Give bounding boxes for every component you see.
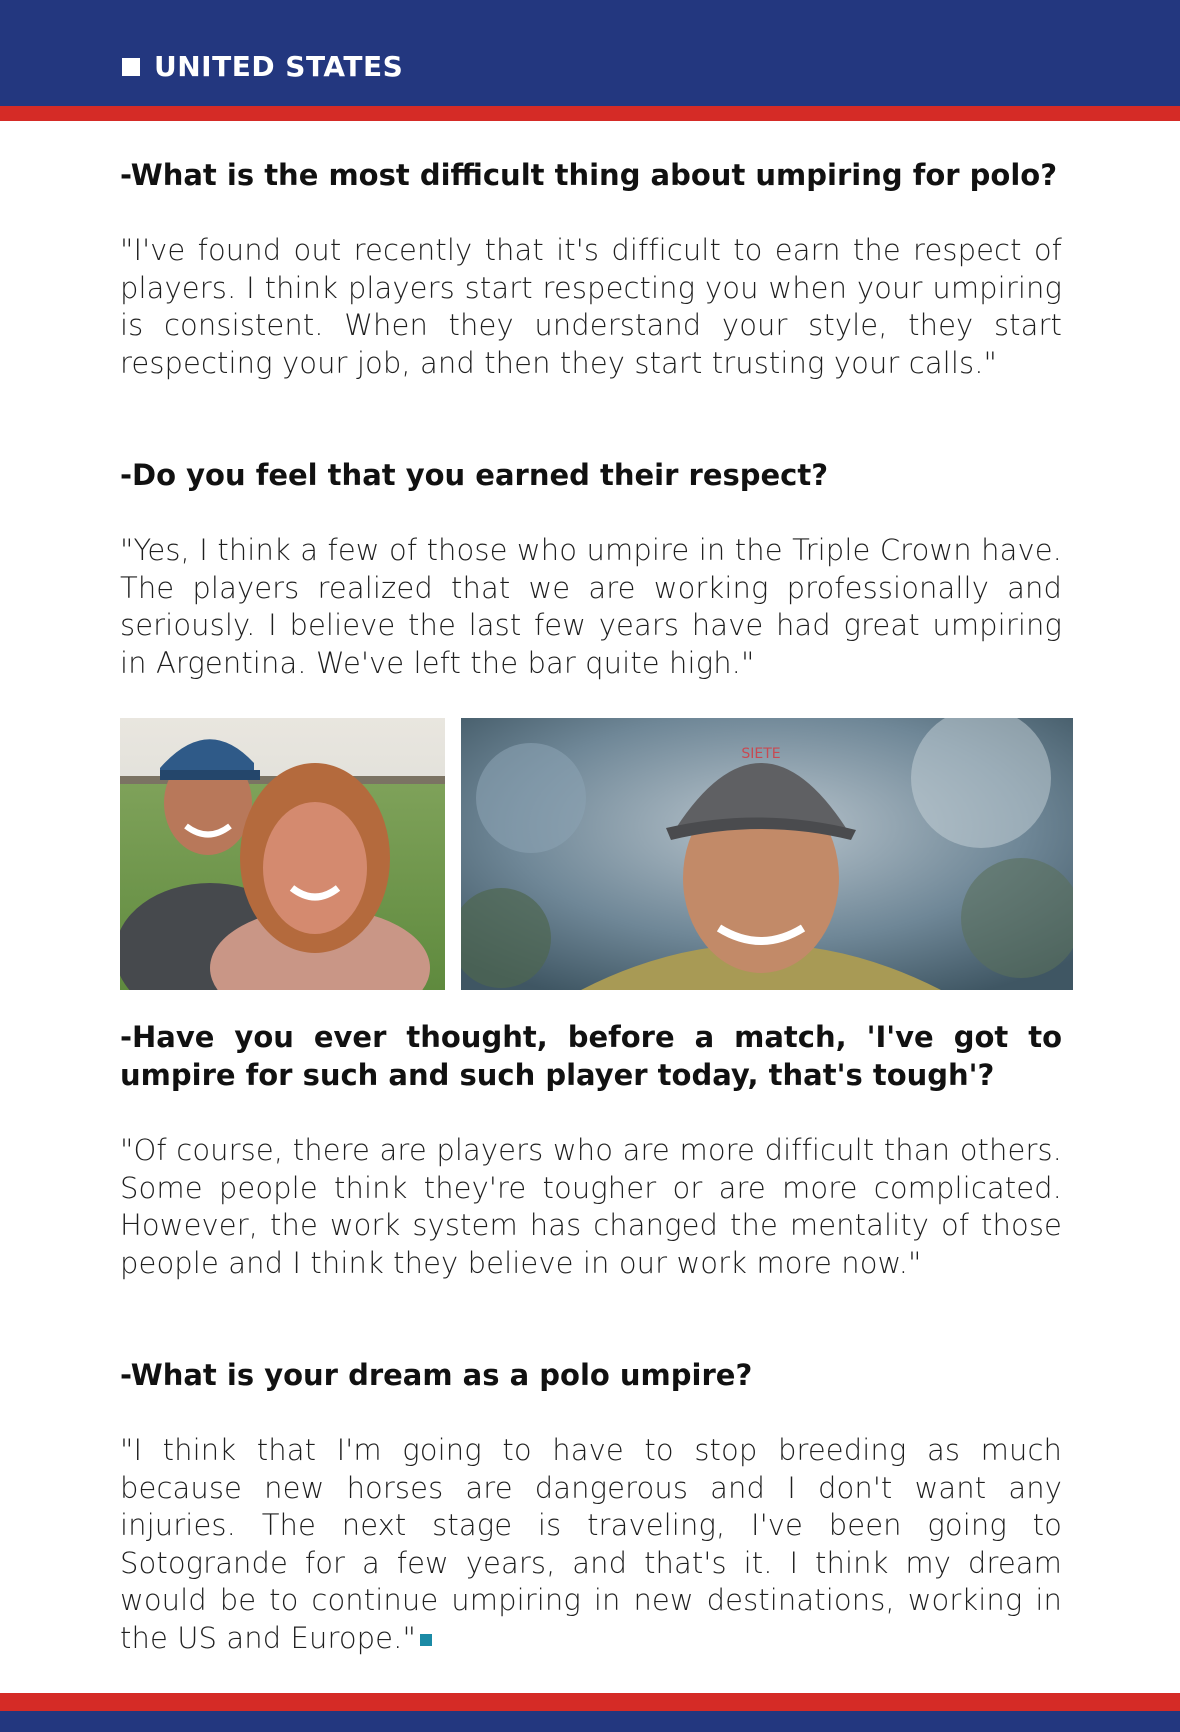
section-label xyxy=(122,50,403,83)
answer-4: "I think that I'm going to have to stop breeding as much because new horses are dangerous and I don't want any injuries. The next stage is traveling, I've been going to Sotogrande for a few years, and that's it. I think my dream would be to continue umpiring in new destinations, working in the US and Europe." xyxy=(120,1433,1062,1655)
question-1: -What is the most difficult thing about umpiring for polo? xyxy=(120,158,1058,192)
section-square-icon xyxy=(122,58,140,76)
question-4: -What is your dream as a polo umpire? xyxy=(120,1358,753,1392)
section-label-text: UNITED STATES xyxy=(154,50,404,83)
cap-logo-text: SIETE xyxy=(741,746,781,762)
footer-band xyxy=(0,1711,1180,1732)
qa-block-3 xyxy=(120,1018,1062,1094)
photo-man-portrait xyxy=(461,718,1073,990)
header-red-stripe xyxy=(0,106,1180,121)
answer-2: "Yes, I think a few of those who umpire in the Triple Crown have. The players realized that we are working professionally and seriously. I believe the last few years have had great umpiring in Argentina. We've left the bar quite high." xyxy=(120,533,1062,680)
qa-block-2 xyxy=(120,456,1062,494)
photo-couple-selfie xyxy=(120,718,445,990)
answer-1: "I've found out recently that it's difficult to earn the respect of players. I think players start respecting you when your umpiring is consistent. When they understand your style, they start respecting your job, and then they start trusting your calls." xyxy=(120,233,1062,380)
qa-block-4 xyxy=(120,1356,1062,1394)
answer-4-paragraph xyxy=(120,1432,1062,1657)
answer-block-2 xyxy=(120,532,1062,682)
answer-3: "Of course, there are players who are more difficult than others. Some people think they're tougher or are more complicated. However, the work system has changed the mentality of those people and I think they believe in our work more now." xyxy=(120,1133,1062,1280)
question-2: -Do you feel that you earned their respect? xyxy=(120,458,829,492)
photo-couple-selfie-illustration xyxy=(120,718,445,990)
answer-block-1 xyxy=(120,232,1062,382)
qa-block-1 xyxy=(120,156,1062,194)
answer-block-4 xyxy=(120,1432,1062,1657)
end-of-article-icon xyxy=(420,1634,432,1646)
footer-red-stripe xyxy=(0,1693,1180,1711)
photo-man-portrait-illustration xyxy=(461,718,1073,990)
answer-block-3 xyxy=(120,1132,1062,1282)
question-3: -Have you ever thought, before a match, 'I've got to umpire for such and such player today, that's tough'? xyxy=(120,1020,1062,1092)
